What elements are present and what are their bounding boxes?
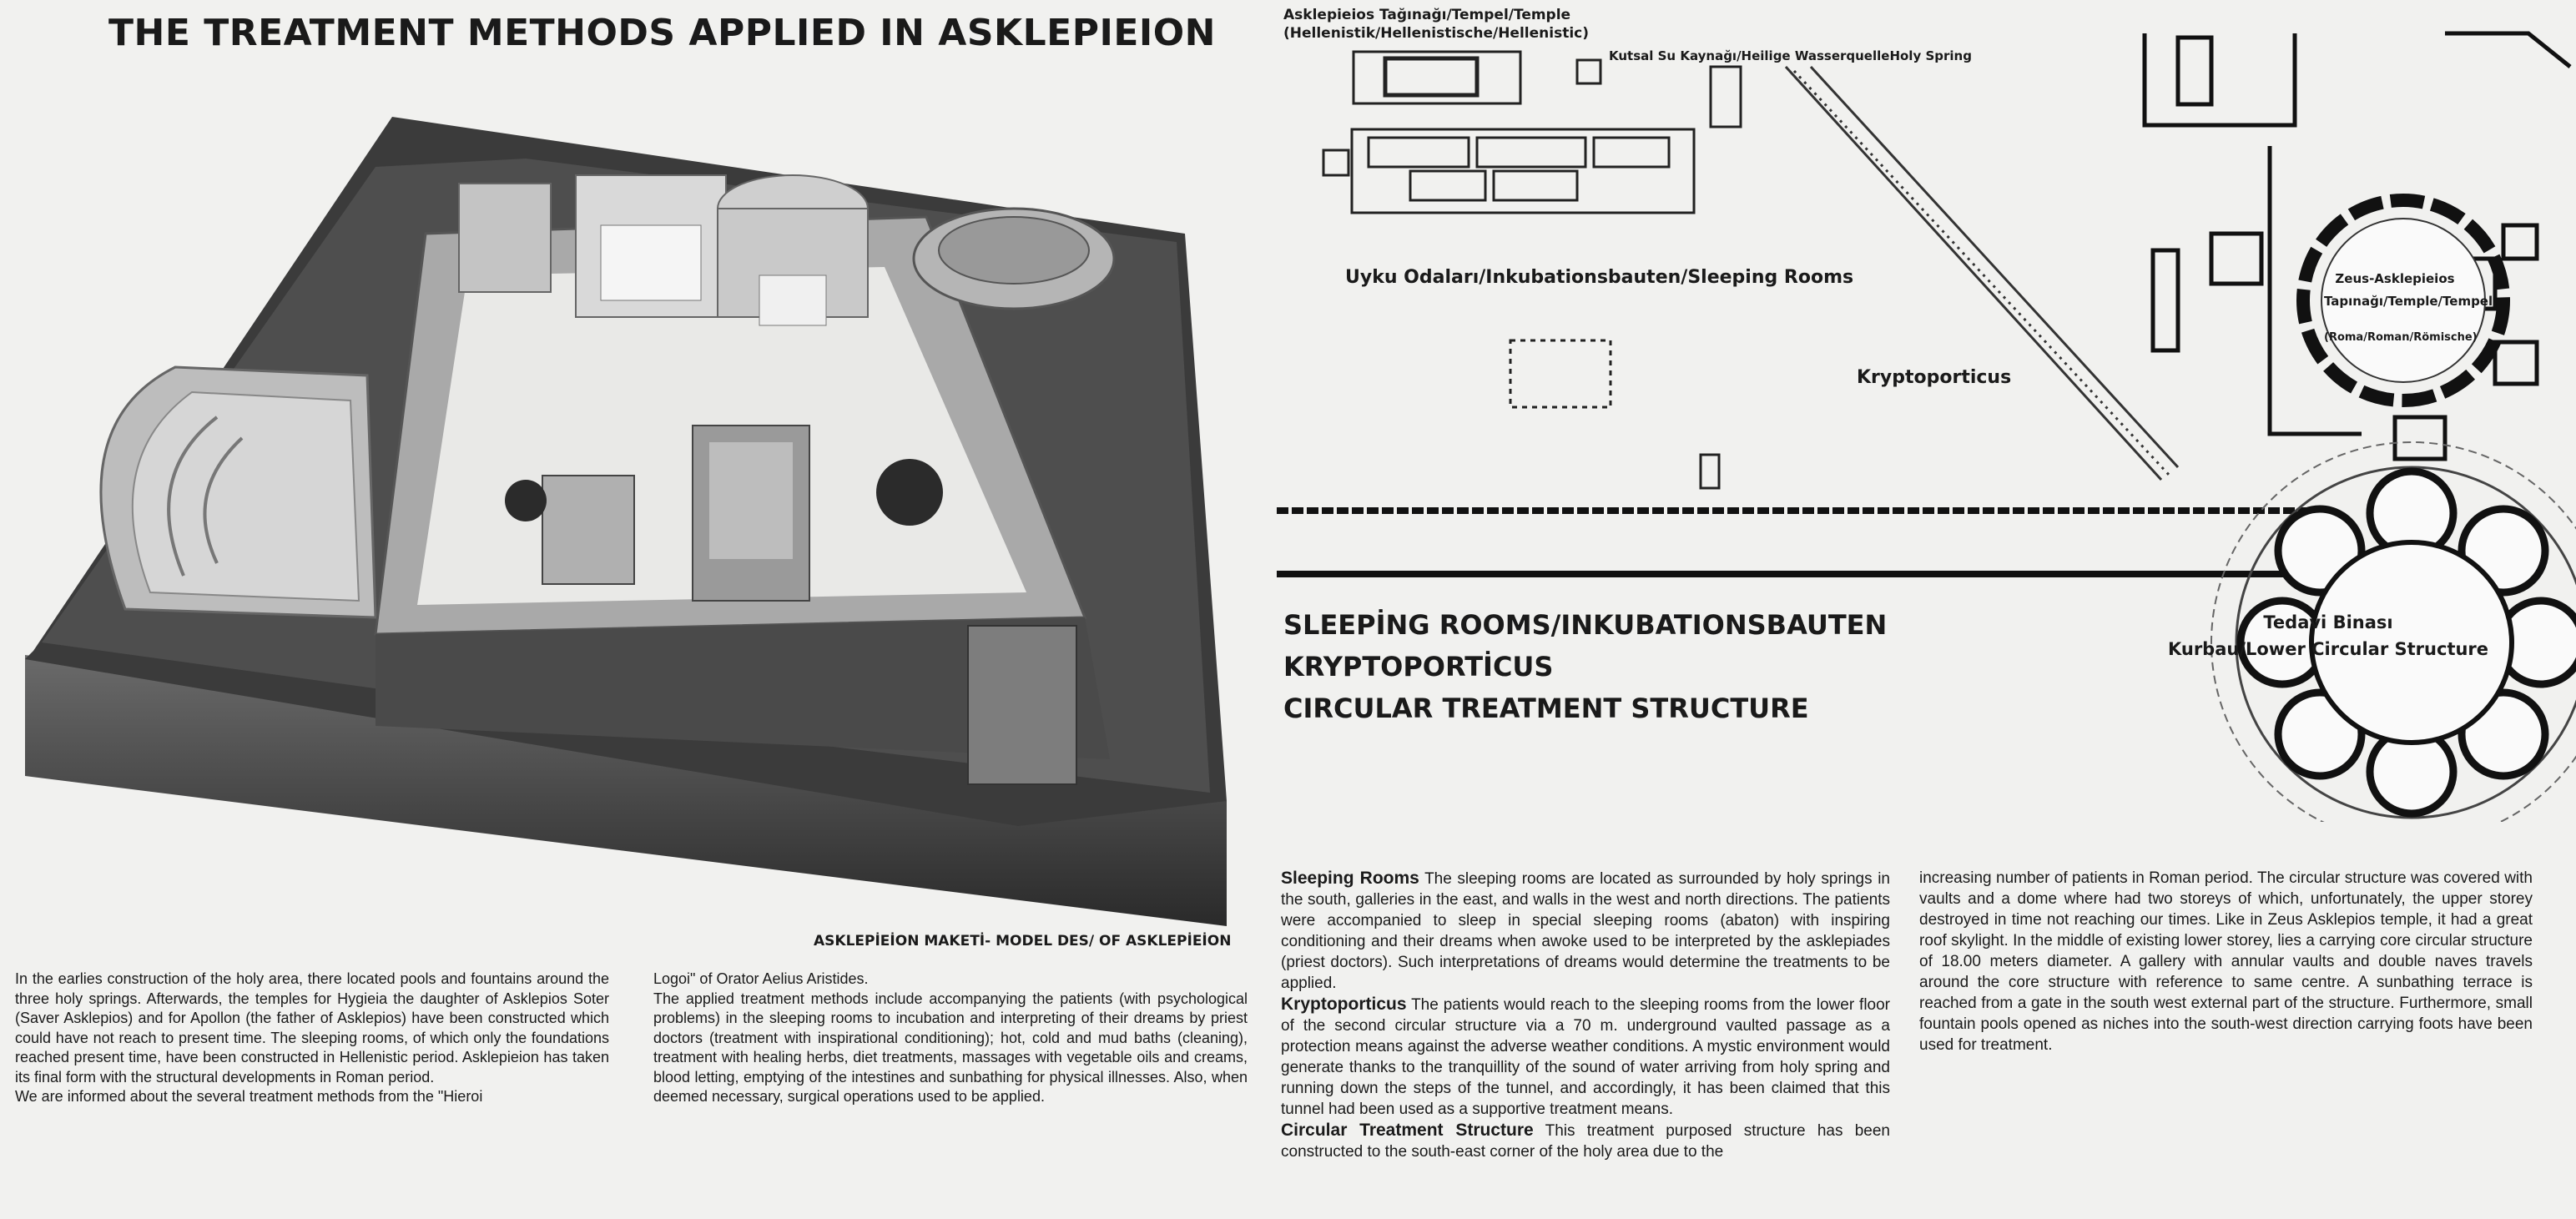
informed-paragraph: We are informed about the several treatment methods from the "Hieroi (15, 1088, 483, 1105)
heading-kryptoporticus: KRYPTOPORTİCUS (1283, 651, 1554, 683)
zeus-label-line3: (Roma/Roman/Römische) (2324, 331, 2478, 344)
holy-spring-label: Kutsal Su Kaynağı/Heilige WasserquelleHoly Spring (1609, 48, 1972, 63)
sleeping-rooms-paragraph: Sleeping Rooms The sleeping rooms are located as surrounded by holy springs in the south, galleries in the east, and walls in the west and north directions. The patients were accompanied to sleep in special sleeping rooms (abaton) with inspiring conditioning and their dreams when awoke used to be interpreted by the asklepiades (priest doctors). Such interpretations of dreams would determine the treatments to be applied. (1281, 869, 1890, 992)
heading-circular-structure: CIRCULAR TREATMENT STRUCTURE (1283, 693, 1809, 724)
tedavi-label-line2: Kurbau/Lower Circular Structure (2167, 639, 2489, 659)
page-title: THE TREATMENT METHODS APPLIED IN ASKLEPIEION (108, 12, 1217, 54)
circular-title: Circular Treatment Structure (1281, 1121, 1534, 1140)
history-paragraph: In the earlies construction of the holy area, there located pools and fountains around the three holy springs. Afterwards, the temples for Hygieia the daughter of Asklepios Soter (Saver Asklepios) and for Apollon (the father of Asklepios) have been constructed which could have not reach to present time. The sleeping rooms, of which only the foundations reached present time, have been constructed in Hellenistic period. Asklepieion has taken its final form with the structural developments in Roman period. (15, 970, 609, 1086)
heading-sleeping-rooms: SLEEPİNG ROOMS/INKUBATIONSBAUTEN (1283, 609, 1888, 641)
kryptoporticus-paragraph: Kryptoporticus The patients would reach to the sleeping rooms from the lower floor of the second circular structure via a 70 m. underground vaulted passage as a protection means against the adverse weather conditions. A mystic environment would generate thanks to the tranquillity of the sound of water arriving from holy spring and running down the steps of the tunnel, and accordingly, it has been claimed that this tunnel had been used as a supportive treatment means. (1281, 995, 1891, 1118)
tedavi-label-line1: Tedavi Binası (2263, 612, 2393, 632)
zeus-label-line1: Zeus-Asklepieios (2335, 271, 2455, 286)
zeus-label-line2: Tapınağı/Temple/Tempel (2324, 294, 2493, 309)
left-text-column-1 (15, 970, 609, 1107)
logoi-paragraph: Logoi" of Orator Aelius Aristides. (653, 970, 869, 987)
temple-label-line2: (Hellenistik/Hellenistische/Hellenistic) (1283, 25, 1589, 42)
kryptoporticus-label: Kryptoporticus (1857, 367, 2012, 388)
model-caption: ASKLEPİEİON MAKETİ- MODEL DES/ OF ASKLEPİEİON (814, 933, 1232, 950)
right-text-column-2: increasing number of patients in Roman period. The circular structure was covered with vaults and a dome where had two storeys of which, unfortunately, the upper storey destroyed in time not reaching our times. Like in Zeus Asklepios temple, it had a great roof skylight. In the middle of existing lower storey, lies a carrying core circular structure of 18.00 meters diameter. A gallery with annular vaults and double naves travels around the core structure with reference to same centre. A sunbathing terrace is reached from a gate in the south west external part of the structure. Furthermore, small fountain pools opened as niches into the south-west direction carrying foots have been used for treatment. (1919, 869, 2533, 1054)
sleeping-rooms-label: Uyku Odaları/Inkubationsbauten/Sleeping Rooms (1345, 267, 1854, 288)
right-text-column-1 (1281, 868, 1890, 1162)
sleeping-rooms-title: Sleeping Rooms (1281, 869, 1419, 888)
left-text-column-2 (653, 970, 1248, 1107)
temple-label-line1: Asklepieios Tağınağı/Tempel/Temple (1283, 7, 1571, 23)
circular-paragraph: Circular Treatment Structure This treatment purposed structure has been constructed to the south-east corner of the holy area due to the (1281, 1121, 1890, 1161)
asklepieion-model-illustration (25, 108, 1227, 926)
kryptoporticus-title: Kryptoporticus (1281, 995, 1407, 1014)
methods-paragraph: The applied treatment methods include accompanying the patients (with psychological problems) in the sleeping rooms to incubation and interpreting of their dreams by priest doctors (treatment with inspirational conditioning); hot, cold and mud baths (cleaning), treatment with healing herbs, diet treatments, massages with vegetable oils and creams, blood letting, emptying of the intestines and sunbathing for physical illnesses. Also, when deemed necessary, surgical operations used to be applied. (653, 990, 1248, 1105)
